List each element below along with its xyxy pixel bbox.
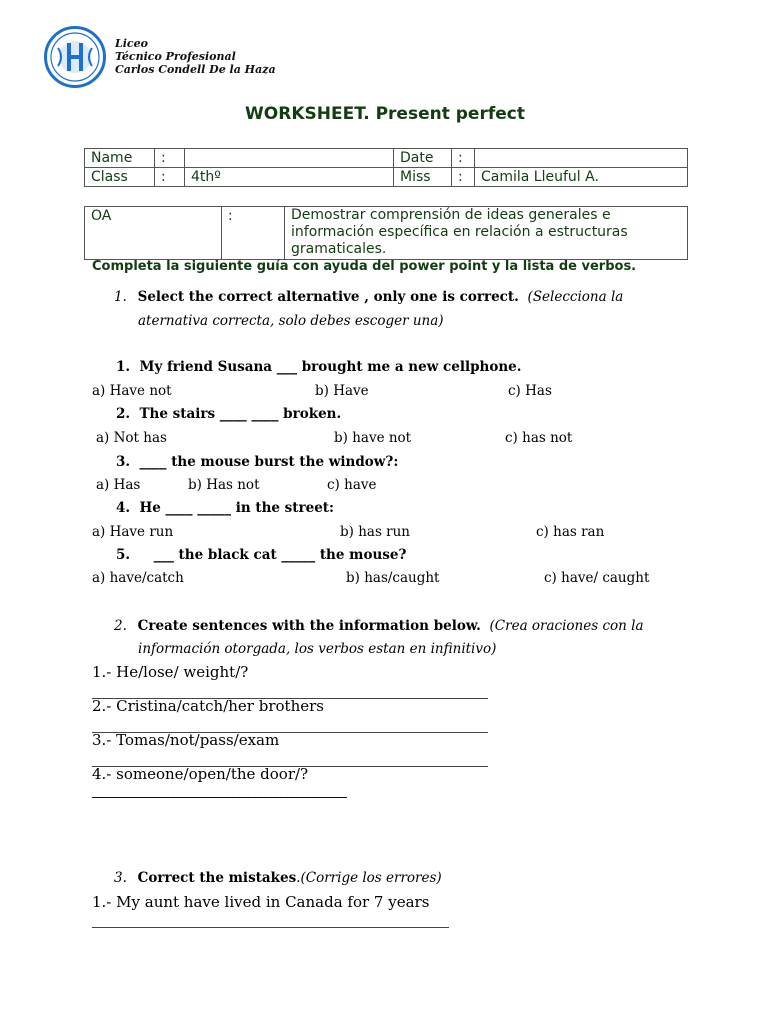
section2-note: (Crea oraciones con la (489, 618, 644, 634)
section2-title: Create sentences with the information below. (137, 618, 481, 634)
school-name-line3: Carlos Condell De la Haza (115, 63, 276, 76)
question-number: 3. (116, 454, 131, 470)
objective-text: Demostrar comprensión de ideas generales e información específica en relación a estructuras gramaticales. (285, 207, 688, 260)
section1-title: Select the correct alternative , only one is correct. (137, 289, 519, 305)
class-value: 4thº (185, 168, 394, 187)
question-number: 2. (116, 406, 131, 422)
school-name-line2: Técnico Profesional (115, 50, 236, 63)
sentence-prompt-1: 1.- He/lose/ weight/? (92, 663, 249, 681)
option-c[interactable]: c) have (327, 477, 377, 493)
section2-number: 2. (114, 618, 127, 634)
answer-line-5[interactable] (92, 927, 449, 928)
section3-number: 3. (114, 870, 127, 886)
question-text: ____ the mouse burst the window?: (139, 454, 399, 470)
question-5 (116, 547, 406, 563)
question-2 (116, 406, 341, 422)
question-3 (116, 454, 398, 470)
class-label: Class (85, 168, 155, 187)
section3-heading (114, 870, 442, 886)
option-a[interactable]: a) have/catch (92, 570, 184, 586)
question-text: ___ the black cat _____ the mouse? (153, 547, 407, 563)
option-a[interactable]: a) Not has (96, 430, 167, 446)
option-a[interactable]: a) Has (96, 477, 141, 493)
sentence-prompt-4: 4.- someone/open/the door/? (92, 765, 309, 783)
option-c[interactable]: c) Has (508, 383, 552, 399)
teacher-name: Camila Lleuful A. (475, 168, 688, 187)
question-1 (116, 359, 521, 375)
question-4 (116, 500, 334, 516)
instruction-text: Completa la siguiente guía con ayuda del power point y la lista de verbos. (92, 259, 637, 274)
page-title: WORKSHEET. Present perfect (245, 104, 525, 124)
section2-note-cont: información otorgada, los verbos estan en infinitivo) (138, 641, 497, 657)
colon: : (155, 168, 185, 187)
option-b[interactable]: b) has/caught (346, 570, 440, 586)
date-label: Date (394, 149, 452, 168)
oa-label: OA (85, 207, 222, 260)
option-c[interactable]: c) have/ caught (544, 570, 650, 586)
miss-label: Miss (394, 168, 452, 187)
school-logo (44, 26, 106, 88)
sentence-prompt-3: 3.- Tomas/not/pass/exam (92, 731, 280, 749)
section1-number: 1. (114, 289, 127, 305)
sentence-prompt-2: 2.- Cristina/catch/her brothers (92, 697, 324, 715)
question-number: 1. (116, 359, 131, 375)
option-a[interactable]: a) Have not (92, 383, 172, 399)
colon: : (155, 149, 185, 168)
option-b[interactable]: b) Have (315, 383, 369, 399)
mistake-item-1: 1.- My aunt have lived in Canada for 7 years (92, 893, 430, 911)
question-number: 4. (116, 500, 131, 516)
name-label: Name (85, 149, 155, 168)
school-name-line1: Liceo (115, 37, 148, 50)
option-b[interactable]: b) has run (340, 524, 411, 540)
colon: : (452, 168, 475, 187)
option-c[interactable]: c) has not (505, 430, 573, 446)
section1-heading (114, 289, 623, 305)
colon: : (222, 207, 285, 260)
name-field[interactable] (185, 149, 394, 168)
section1-note-cont: aternativa correcta, solo debes escoger una) (138, 313, 444, 329)
section2-heading (114, 618, 644, 634)
section3-title: Correct the mistakes (137, 870, 297, 886)
question-text: The stairs ____ ____ broken. (139, 406, 342, 422)
question-number: 5. (116, 547, 131, 563)
student-info-table (84, 148, 688, 187)
question-text: My friend Susana ___ brought me a new cellphone. (139, 359, 522, 375)
section3-note: .(Corrige los errores) (296, 870, 442, 886)
option-a[interactable]: a) Have run (92, 524, 174, 540)
question-text: He ____ _____ in the street: (139, 500, 335, 516)
option-b[interactable]: b) Has not (188, 477, 260, 493)
colon: : (452, 149, 475, 168)
objective-table (84, 206, 688, 260)
option-b[interactable]: b) have not (334, 430, 412, 446)
option-c[interactable]: c) has ran (536, 524, 605, 540)
answer-line-4[interactable]: _______________________________________________ (92, 784, 346, 799)
date-field[interactable] (475, 149, 688, 168)
section1-note: (Selecciona la (527, 289, 624, 305)
